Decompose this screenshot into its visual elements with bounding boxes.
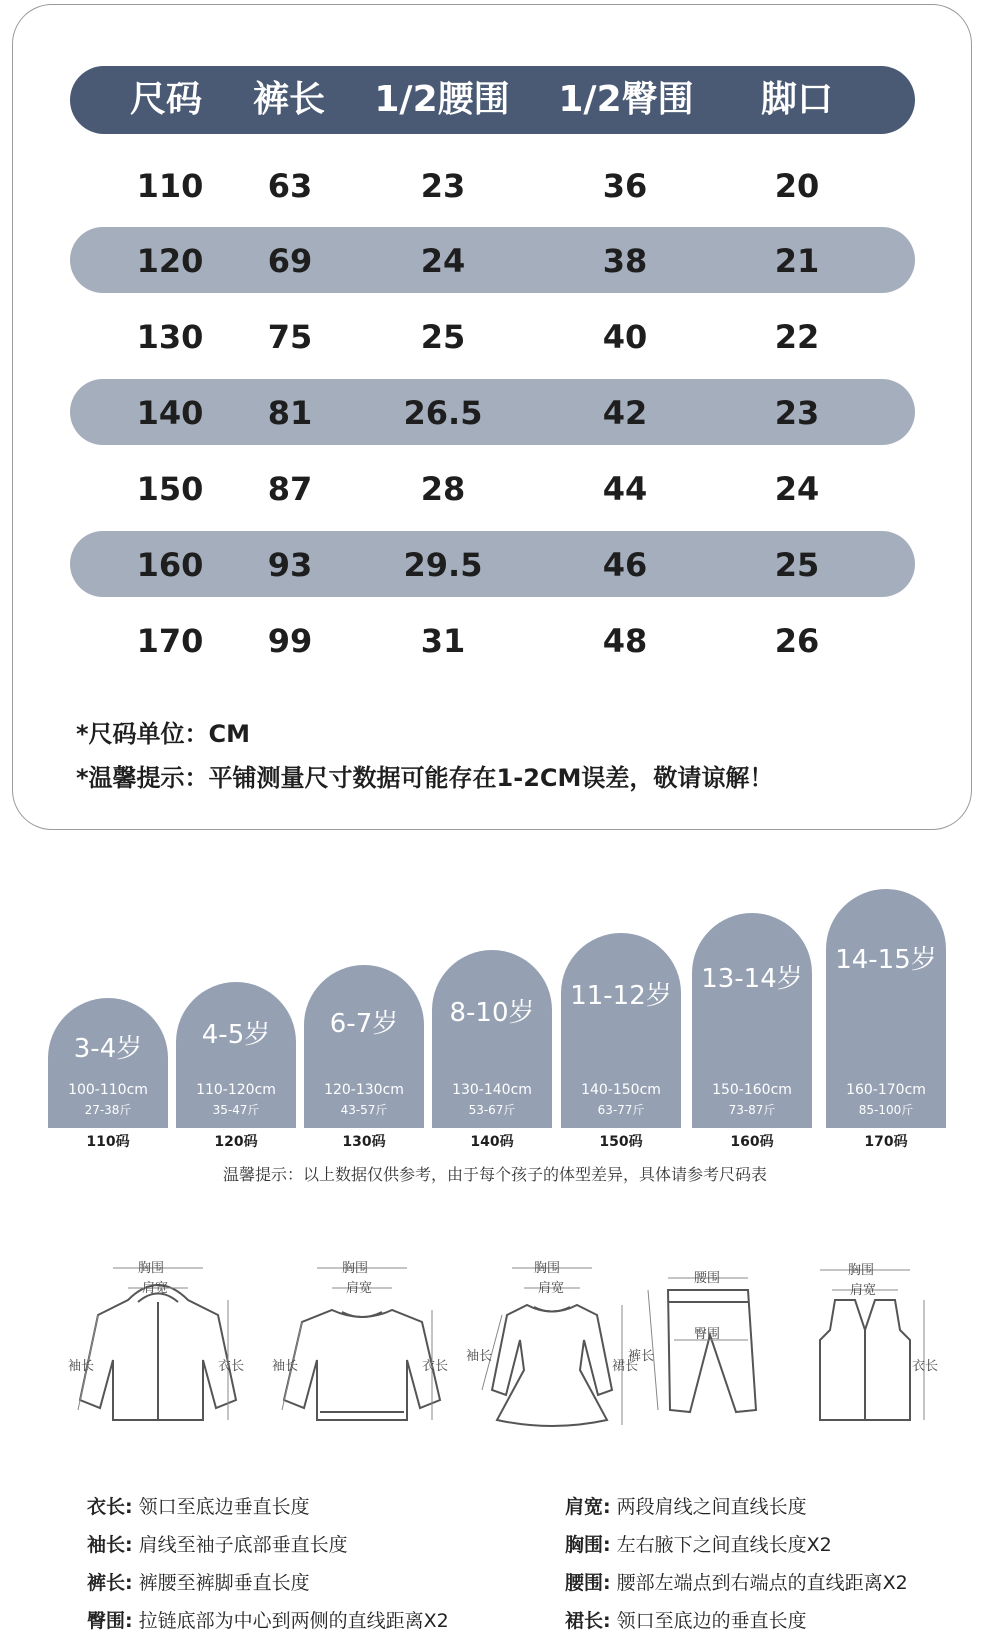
definition-item	[87, 1606, 449, 1633]
cell-half-hip: 48	[602, 622, 648, 660]
size-label: 160码	[730, 1134, 774, 1150]
definition-item	[87, 1568, 310, 1595]
cell-half-waist: 29.5	[403, 546, 483, 584]
definition-item	[87, 1530, 348, 1557]
vest-diagram	[790, 1260, 940, 1440]
definition-term: 袖长:	[87, 1534, 133, 1556]
age-label: 13-14岁	[701, 964, 803, 994]
size-label: 130码	[342, 1134, 386, 1150]
cell-size: 110	[136, 167, 204, 205]
definition-term: 腰围:	[565, 1572, 611, 1594]
age-card	[826, 889, 946, 1128]
pants-diagram	[628, 1260, 778, 1440]
cell-leg-opening: 26	[774, 622, 820, 660]
definition-desc: 裤腰至裤脚垂直长度	[138, 1572, 310, 1594]
cell-pants-length: 87	[267, 470, 313, 508]
chest-label: 胸围	[342, 1261, 369, 1276]
sleeve-label: 袖长	[68, 1359, 95, 1374]
cell-size: 140	[136, 394, 204, 432]
definition-desc: 左右腋下之间直线长度X2	[616, 1534, 832, 1556]
age-card	[304, 965, 424, 1128]
cell-pants-length: 93	[267, 546, 313, 584]
age-label: 11-12岁	[570, 981, 672, 1011]
cell-half-waist: 25	[420, 318, 466, 356]
definition-desc: 拉链底部为中心到两侧的直线距离X2	[138, 1610, 449, 1632]
sleeve-label: 袖长	[272, 1359, 299, 1374]
chest-label: 胸围	[138, 1261, 165, 1276]
weight-range: 53-67斤	[468, 1103, 516, 1117]
size-label: 150码	[599, 1134, 643, 1150]
cell-half-waist: 24	[420, 242, 466, 280]
sleeve-label: 袖长	[466, 1349, 493, 1364]
size-label: 110码	[86, 1134, 130, 1150]
definition-item	[565, 1492, 807, 1519]
size-table-header	[70, 66, 915, 134]
cell-leg-opening: 25	[774, 546, 820, 584]
weight-range: 27-38斤	[84, 1103, 132, 1117]
age-card	[561, 933, 681, 1128]
cell-pants-length: 63	[267, 167, 313, 205]
definition-item	[565, 1568, 908, 1595]
height-range: 120-130cm	[324, 1082, 404, 1098]
height-range: 140-150cm	[581, 1082, 661, 1098]
height-range: 130-140cm	[452, 1082, 532, 1098]
sweatshirt-diagram	[272, 1260, 452, 1440]
definition-item	[565, 1530, 832, 1557]
definition-desc: 领口至底边垂直长度	[138, 1496, 310, 1518]
hip-label: 臀围	[694, 1327, 721, 1342]
definition-term: 裙长:	[565, 1610, 611, 1632]
waist-label: 腰围	[694, 1271, 721, 1286]
cell-half-hip: 38	[602, 242, 648, 280]
height-range: 150-160cm	[712, 1082, 792, 1098]
cell-size: 120	[136, 242, 204, 280]
hooded-jacket-diagram	[68, 1260, 248, 1440]
unit-note: *尺码单位：CM	[76, 720, 251, 748]
skirt-length-label: 裙长	[612, 1359, 639, 1374]
age-card	[176, 982, 296, 1128]
age-label: 8-10岁	[449, 998, 535, 1028]
cell-half-hip: 44	[602, 470, 648, 508]
cell-leg-opening: 23	[774, 394, 820, 432]
age-card	[432, 950, 552, 1128]
cell-pants-length: 69	[267, 242, 313, 280]
weight-range: 35-47斤	[212, 1103, 260, 1117]
chest-label: 胸围	[848, 1263, 875, 1278]
header-half-waist: 1/2腰围	[374, 79, 510, 120]
size-label: 140码	[470, 1134, 514, 1150]
cell-half-hip: 42	[602, 394, 648, 432]
cell-half-waist: 26.5	[403, 394, 483, 432]
cell-leg-opening: 22	[774, 318, 820, 356]
error-tip-note: *温馨提示：平铺测量尺寸数据可能存在1-2CM误差，敬请谅解！	[76, 764, 774, 792]
definition-desc: 腰部左端点到右端点的直线距离X2	[616, 1572, 908, 1594]
cell-size: 150	[136, 470, 204, 508]
definition-desc: 两段肩线之间直线长度	[616, 1496, 807, 1518]
cell-leg-opening: 21	[774, 242, 820, 280]
cell-half-waist: 31	[420, 622, 466, 660]
cell-size: 160	[136, 546, 204, 584]
shoulder-label: 肩宽	[850, 1283, 877, 1298]
header-pants-length: 裤长	[252, 79, 326, 120]
cell-pants-length: 99	[267, 622, 313, 660]
cell-leg-opening: 20	[774, 167, 820, 205]
age-card	[48, 998, 168, 1128]
dress-diagram	[462, 1260, 642, 1440]
weight-range: 43-57斤	[340, 1103, 388, 1117]
header-leg-opening: 脚口	[760, 79, 834, 120]
cell-half-hip: 40	[602, 318, 648, 356]
length-label: 衣长	[218, 1359, 245, 1374]
cell-pants-length: 75	[267, 318, 313, 356]
header-half-hip: 1/2臀围	[558, 79, 694, 120]
weight-range: 73-87斤	[728, 1103, 776, 1117]
length-label: 衣长	[422, 1359, 449, 1374]
age-label: 4-5岁	[201, 1020, 271, 1050]
size-label: 170码	[864, 1134, 908, 1150]
pants-length-label: 裤长	[628, 1349, 655, 1364]
cell-size: 130	[136, 318, 204, 356]
definition-term: 肩宽:	[565, 1496, 611, 1518]
definition-term: 臀围:	[87, 1610, 133, 1632]
cell-leg-opening: 24	[774, 470, 820, 508]
age-label: 3-4岁	[73, 1034, 143, 1064]
shoulder-label: 肩宽	[346, 1281, 373, 1296]
shoulder-label: 肩宽	[142, 1281, 169, 1296]
height-range: 100-110cm	[68, 1082, 148, 1098]
reference-tip: 温馨提示：以上数据仅供参考，由于每个孩子的体型差异，具体请参考尺码表	[222, 1165, 767, 1184]
height-range: 110-120cm	[196, 1082, 276, 1098]
definition-item	[87, 1492, 310, 1519]
definition-term: 胸围:	[565, 1534, 611, 1556]
cell-half-hip: 46	[602, 546, 648, 584]
length-label: 衣长	[912, 1359, 939, 1374]
cell-size: 170	[136, 622, 204, 660]
height-range: 160-170cm	[846, 1082, 926, 1098]
definition-item	[565, 1606, 807, 1633]
definition-desc: 肩线至袖子底部垂直长度	[138, 1534, 348, 1556]
definition-desc: 领口至底边的垂直长度	[616, 1610, 807, 1632]
age-card	[692, 913, 812, 1128]
cell-half-waist: 23	[420, 167, 466, 205]
size-label: 120码	[214, 1134, 258, 1150]
weight-range: 85-100斤	[858, 1103, 914, 1117]
shoulder-label: 肩宽	[538, 1281, 565, 1296]
cell-pants-length: 81	[267, 394, 313, 432]
age-label: 14-15岁	[835, 945, 937, 975]
cell-half-hip: 36	[602, 167, 648, 205]
age-label: 6-7岁	[329, 1009, 399, 1039]
definition-term: 裤长:	[87, 1572, 133, 1594]
chest-label: 胸围	[534, 1261, 561, 1276]
cell-half-waist: 28	[420, 470, 466, 508]
header-size: 尺码	[129, 79, 203, 120]
weight-range: 63-77斤	[597, 1103, 645, 1117]
definition-term: 衣长:	[87, 1496, 133, 1518]
